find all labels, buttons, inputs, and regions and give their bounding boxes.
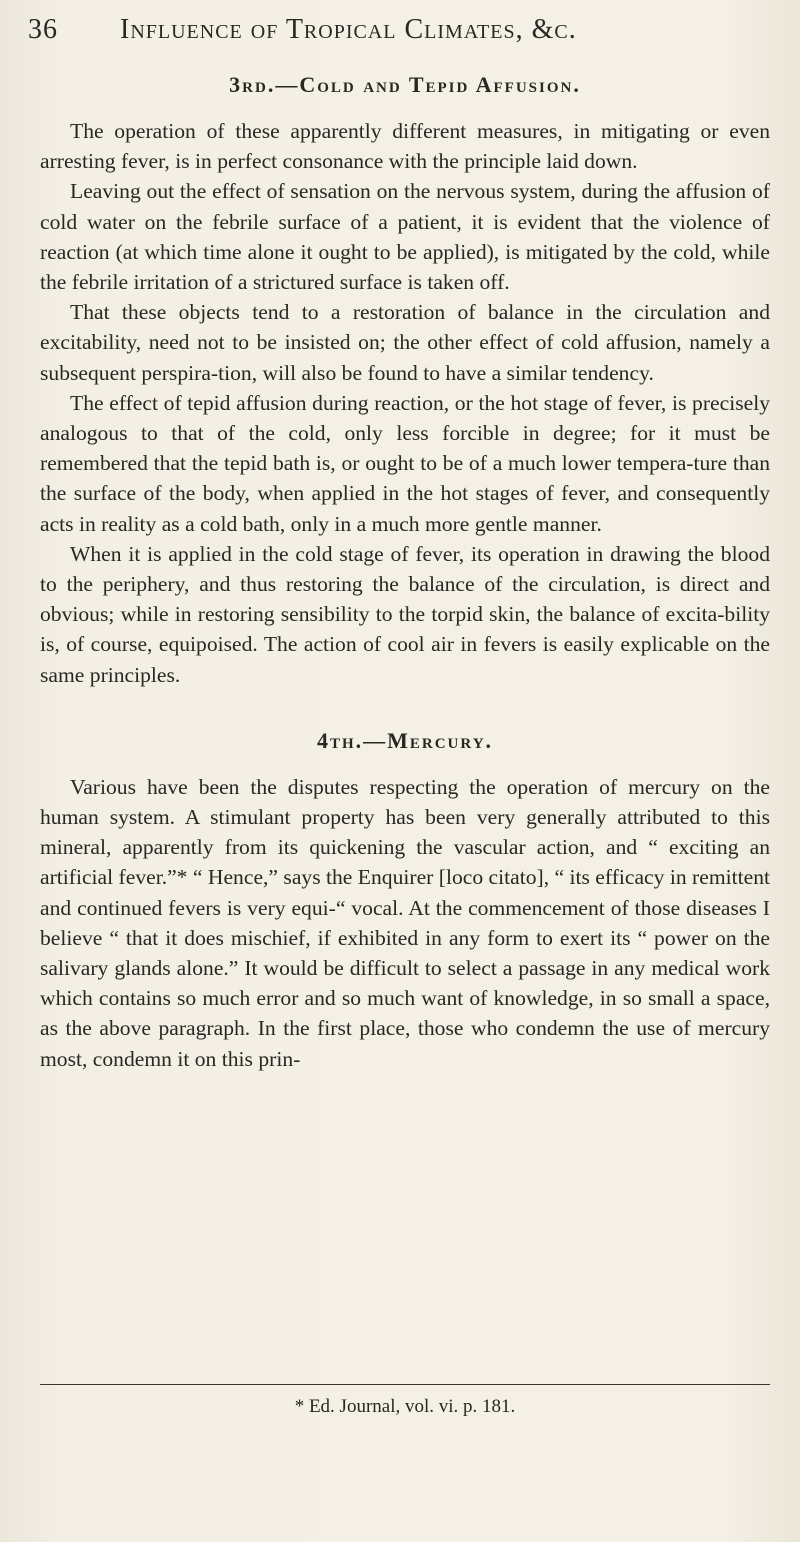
paragraph: Leaving out the effect of sensation on the nervous system, during the affusion of cold water on the febrile surface of a patient, it is evident that the violence of reaction (at which time alone it ought to be applied), is mitigated by the cold, while the febrile irritation of a strictured surface is taken off. <box>40 179 770 295</box>
paragraph: That these objects tend to a restoration of balance in the circulation and excitability, need not to be insisted on; the other effect of cold affusion, namely a subsequent perspira-tion, will also be found to have a similar tendency. <box>40 300 770 385</box>
paragraph: When it is applied in the cold stage of fever, its operation in drawing the blood to the periphery, and thus restoring the balance of the circulation, is direct and obvious; while in restoring sensibility to the torpid skin, the balance of excita-bility is, of course, equipoised. The action of cool air in fevers is easily explicable on the same principles. <box>40 541 770 687</box>
page-number: 36 <box>28 14 58 45</box>
section-heading-mercury: 4th.—Mercury. <box>316 727 494 753</box>
paragraph: The operation of these apparently different measures, in mitigating or even arresting fever, is in perfect consonance with the principle laid down. <box>40 119 770 174</box>
paragraph: Various have been the disputes respecting the operation of mercury on the human system. A stimulant property has been very generally attributed to this mineral, apparently from its quickening the vascular action, and “ exciting an artificial fever.”* “ Hence,” says the Enquirer [loco citato], “ its efficacy in remittent and continued fevers is very equi-“ vocal. At the commencement of those diseases I believe “ that it does mischief, if exhibited in any form to exert its “ power on the salivary glands alone.” It would be difficult to select a passage in any medical work which contains so much error and so much want of knowledge, in so small a space, as the above paragraph. In the first place, those who condemn the use of mercury most, condemn it on this prin- <box>40 774 770 1071</box>
page-header <box>28 14 760 54</box>
paragraph: The effect of tepid affusion during reaction, or the hot stage of fever, is precisely analogous to that of the cold, only less forcible in degree; for it must be remembered that the tepid bath is, or ought to be of a much lower tempera-ture than the surface of the body, when applied in the hot stages of fever, and consequently acts in reality as a cold bath, only in a much more gentle manner. <box>40 390 770 536</box>
footnote-divider <box>40 1384 770 1385</box>
running-title: Influence of Tropical Climates, &c. <box>120 14 577 45</box>
page-body <box>40 72 770 1074</box>
section-heading-cold-tepid-affusion: 3rd.—Cold and Tepid Affusion. <box>229 72 581 97</box>
footnote: * Ed. Journal, vol. vi. p. 181. <box>294 1396 516 1417</box>
